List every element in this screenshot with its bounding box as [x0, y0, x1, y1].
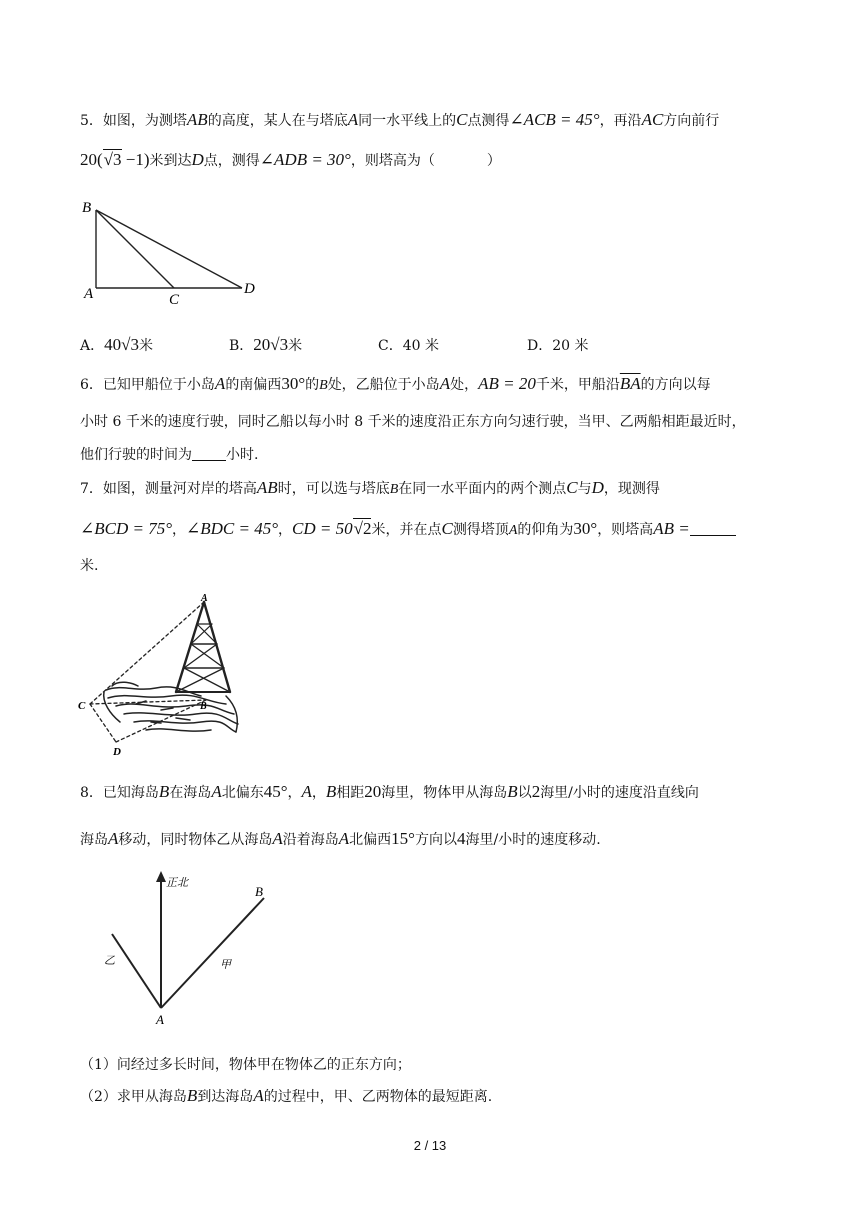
q8-label-north: 正北 [166, 877, 188, 889]
q8-sub-question-2: （2）求甲从海岛B到达海岛A的过程中，甲、乙两物体的最短距离. [80, 1086, 493, 1105]
q7-label-a: A [201, 593, 208, 604]
q5-segment-bd [96, 210, 242, 288]
q8-ray-yi [112, 934, 161, 1008]
q5-label-d: D [244, 281, 255, 297]
q8-text-line2: 海岛A移动，同时物体乙从海岛A沿着海岛A北偏西15°方向以4海里/小时的速度移动. [80, 829, 601, 848]
q5-text-line2: 20(√3 −1)米到达D点，测得∠ADB = 30°，则塔高为（ ） [80, 150, 501, 169]
q5-text-line1: 5．如图，为测塔AB的高度，某人在与塔底A同一水平线上的C点测得∠ACB = 45°，再沿AC方向前行 [80, 110, 720, 129]
q5-choice-d: D．20 米 [527, 338, 589, 354]
q6-answer-blank[interactable] [192, 446, 226, 461]
q5-label-b: B [82, 200, 92, 216]
q6-text-line2: 小时 6 千米的速度行驶，同时乙船以每小时 8 千米的速度沿正东方向匀速行驶，当甲、乙两船相距最近时， [80, 414, 746, 430]
q6-text-line1: 6．已知甲船位于小岛A的南偏西30°的B处，乙船位于小岛A处，AB = 20千米，甲船沿$\overline{BA}$的方向以每 [80, 374, 711, 393]
q8-label-yi: 乙 [104, 955, 115, 967]
q5-segment-bc [96, 210, 174, 288]
q5-label-c: C [169, 292, 180, 308]
q7-text-line3: 米. [80, 558, 99, 574]
q8-direction-figure [96, 866, 286, 1028]
q5-triangle-figure [80, 196, 270, 308]
q7-text-line1: 7．如图，测量河对岸的塔高AB时，可以选与塔底B在同一水平面内的两个测点C与D，现测得 [80, 478, 660, 497]
q8-label-a: A [156, 1012, 164, 1027]
q8-segment-ab [161, 898, 264, 1008]
north-arrow-icon [156, 871, 166, 882]
q8-label-jia: 甲 [220, 959, 231, 971]
q5-label-a: A [84, 286, 94, 302]
q8-label-b: B [255, 884, 263, 899]
q6-text-line3: 他们行驶的时间为 小时. [80, 447, 259, 463]
q8-sub-question-1: （1）问经过多长时间，物体甲在物体乙的正东方向； [80, 1057, 411, 1073]
page-number: 2 / 13 [413, 1138, 447, 1153]
q5-choice-b: B．20√3米 [229, 335, 303, 354]
q5-choice-a: A．40√3米 [80, 335, 153, 354]
q7-tower-river-figure [76, 592, 246, 760]
q7-answer-blank[interactable] [690, 521, 736, 536]
q7-label-c: C [78, 700, 86, 712]
q8-text-line1: 8．已知海岛B在海岛A北偏东45°，A，B相距20海里，物体甲从海岛B以2海里/小时的速度沿直线向 [80, 782, 699, 801]
q7-label-d: D [113, 746, 121, 758]
q7-label-b: B [200, 701, 207, 712]
q7-text-line2: ∠BCD = 75°，∠BDC = 45°，CD = 50√2米，并在点C测得塔顶A的仰角为30°，则塔高AB = [80, 519, 736, 541]
q5-choice-c: C．40 米 [378, 338, 439, 354]
